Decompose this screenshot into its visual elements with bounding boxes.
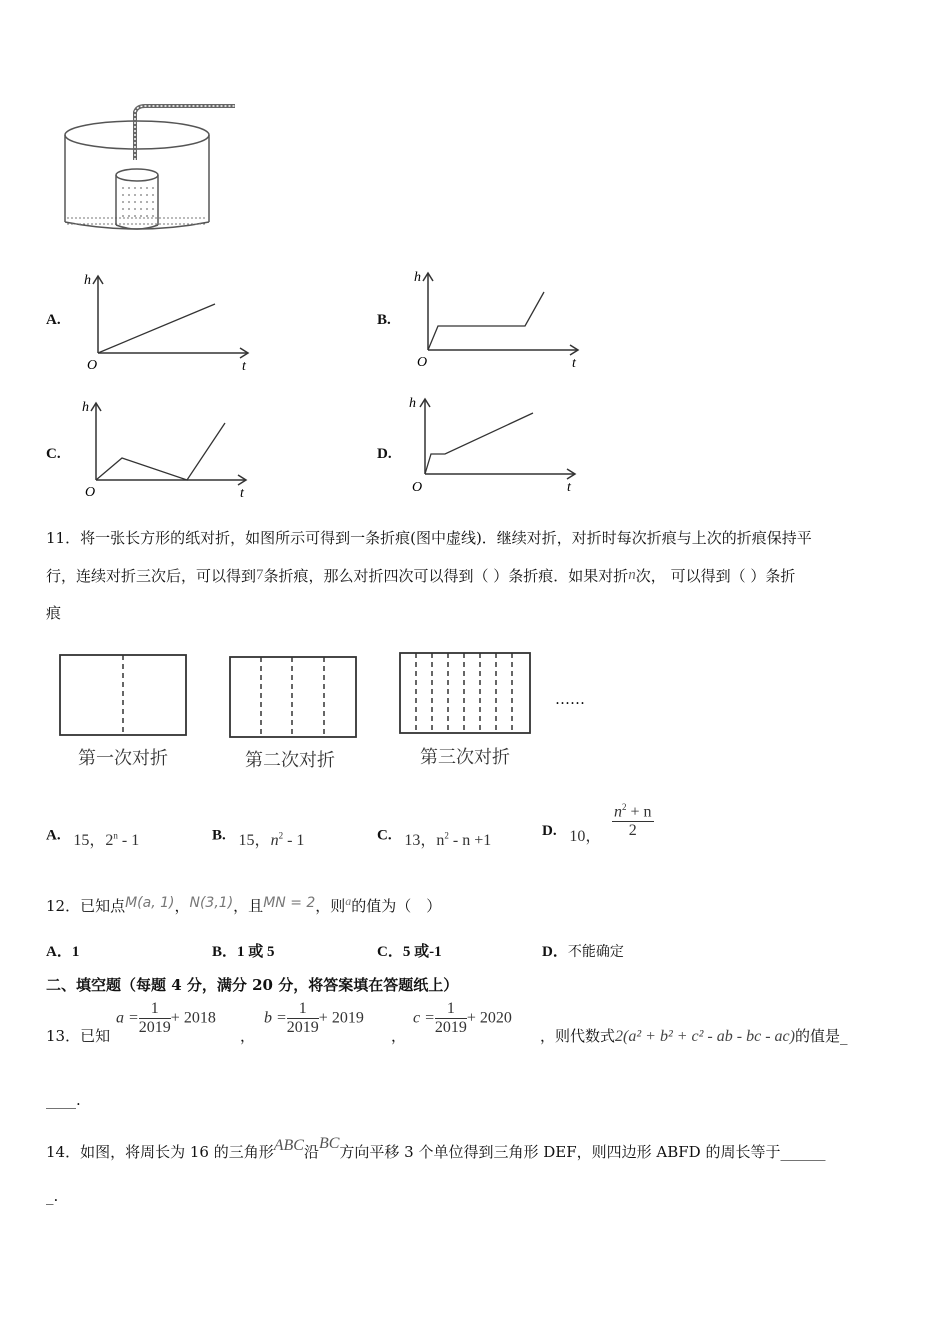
- point-n: N(3,1): [189, 895, 234, 911]
- q13-comma-1: ，: [240, 1027, 256, 1045]
- option-label: D.: [542, 823, 557, 839]
- q12-option-c: C．5 或-1: [377, 944, 442, 960]
- q13-continuation: ____.: [46, 1091, 81, 1109]
- q10-option-c-label: C.: [46, 446, 61, 462]
- q11-option-b: [212, 820, 305, 850]
- q13-expression: 2(a² + b² + c² - ab - bc - ac): [615, 1028, 795, 1045]
- option-label: A.: [46, 827, 61, 844]
- q11-option-d: [542, 820, 602, 845]
- q10-option-d-label: D.: [377, 446, 392, 462]
- option-value: 13，$n^2 - n +1$: [404, 831, 492, 850]
- option-value: 10，: [569, 828, 602, 845]
- point-m: M(a, 1): [125, 895, 175, 911]
- axis-t-label: t: [567, 480, 571, 495]
- q12-stem: 12．已知点M(a, 1)，N(3,1)，且MN = 2，则$^a$的值为（ ）: [46, 894, 442, 915]
- option-label: C.: [377, 827, 392, 844]
- origin-label: O: [87, 358, 98, 373]
- q12-option-b: B．1 或 5: [212, 944, 275, 960]
- axis-t-label: t: [242, 359, 246, 374]
- fold-ellipsis: ……: [555, 690, 585, 708]
- q10-option-a-label: A.: [46, 312, 61, 328]
- q13-prefix: 13．已知: [46, 1027, 111, 1045]
- fold-figure-1: [58, 652, 190, 742]
- axis-t-label: t: [572, 356, 576, 371]
- q11-line-2a: 行，连续对折三次后，可以得到: [46, 567, 257, 585]
- q11-option-c: [377, 820, 492, 850]
- q11-option-a: [46, 820, 140, 850]
- segment-bc: BC: [318, 1135, 340, 1152]
- q10-option-b-label: B.: [377, 312, 391, 328]
- q11-fold-count: 7: [256, 567, 264, 583]
- q13-b-expr: b = $\frac{1}{2019}$ + 2019: [264, 1000, 364, 1036]
- q11-option-d-fraction: $\frac{n^2 + n}{2}$: [612, 798, 654, 840]
- fold-figure-3: [398, 650, 534, 740]
- triangle-abc: ABC: [273, 1137, 304, 1154]
- q11-var-n: n: [628, 567, 636, 583]
- container-figure: [55, 100, 245, 240]
- q13-a-expr: a = $\frac{1}{2019}$ + 2018: [116, 1000, 216, 1036]
- fold-figure-2: [228, 654, 360, 744]
- q13-c-expr: c = $\frac{1}{2019}$ + 2020: [413, 1000, 512, 1036]
- axis-h-label: h: [409, 396, 416, 411]
- q10-graph-c: [78, 397, 258, 507]
- section-2-title: 二、填空题（每题 4 分，满分 20 分，将答案填在答题纸上）: [46, 976, 459, 994]
- q11-line-3: 痕: [46, 604, 62, 622]
- origin-label: O: [85, 485, 96, 500]
- q11-line-2c: 次， 可以得到（ ）条折: [635, 567, 796, 585]
- var-a: a: [345, 894, 352, 908]
- origin-label: O: [417, 355, 428, 370]
- axis-t-label: t: [240, 486, 244, 501]
- q12-option-d: D．不能确定: [542, 944, 624, 960]
- q11-line-2: [46, 565, 795, 586]
- q14-stem: 14．如图，将周长为 16 的三角形ABC沿BC方向平移 3 个单位得到三角形 DEF，则四边形 ABFD 的周长等于______: [46, 1135, 826, 1161]
- q11-line-2b: 条折痕，那么对折四次可以得到（ ）条折痕．如果对折: [263, 567, 629, 585]
- option-label: B.: [212, 827, 226, 844]
- q10-graph-b: [410, 265, 590, 375]
- q11-line-1: 11．将一张长方形的纸对折，如图所示可得到一条折痕(图中虚线)．继续对折，对折时每次折痕与上次的折痕保持平: [46, 529, 812, 547]
- fold-caption-1: 第一次对折: [78, 748, 168, 769]
- axis-h-label: h: [414, 270, 421, 285]
- q12-option-a: A．1: [46, 944, 80, 960]
- q13-tail: ，则代数式2(a² + b² + c² - ab - bc - ac)的值是_: [540, 1027, 848, 1045]
- q10-graph-a: [80, 268, 260, 378]
- axis-h-label: h: [84, 273, 91, 288]
- option-value: 15，$n^2 - 1$: [238, 831, 305, 850]
- q10-graph-d: [405, 393, 585, 503]
- origin-label: O: [412, 480, 423, 495]
- distance-mn: MN = 2: [263, 895, 316, 911]
- fold-caption-2: 第二次对折: [245, 750, 335, 771]
- fold-caption-3: 第三次对折: [420, 747, 510, 768]
- axis-h-label: h: [82, 400, 89, 415]
- q14-continuation: _.: [46, 1187, 59, 1205]
- option-value: 15，2$^n$ - 1: [73, 831, 140, 850]
- q13-comma-2: ，: [391, 1027, 407, 1045]
